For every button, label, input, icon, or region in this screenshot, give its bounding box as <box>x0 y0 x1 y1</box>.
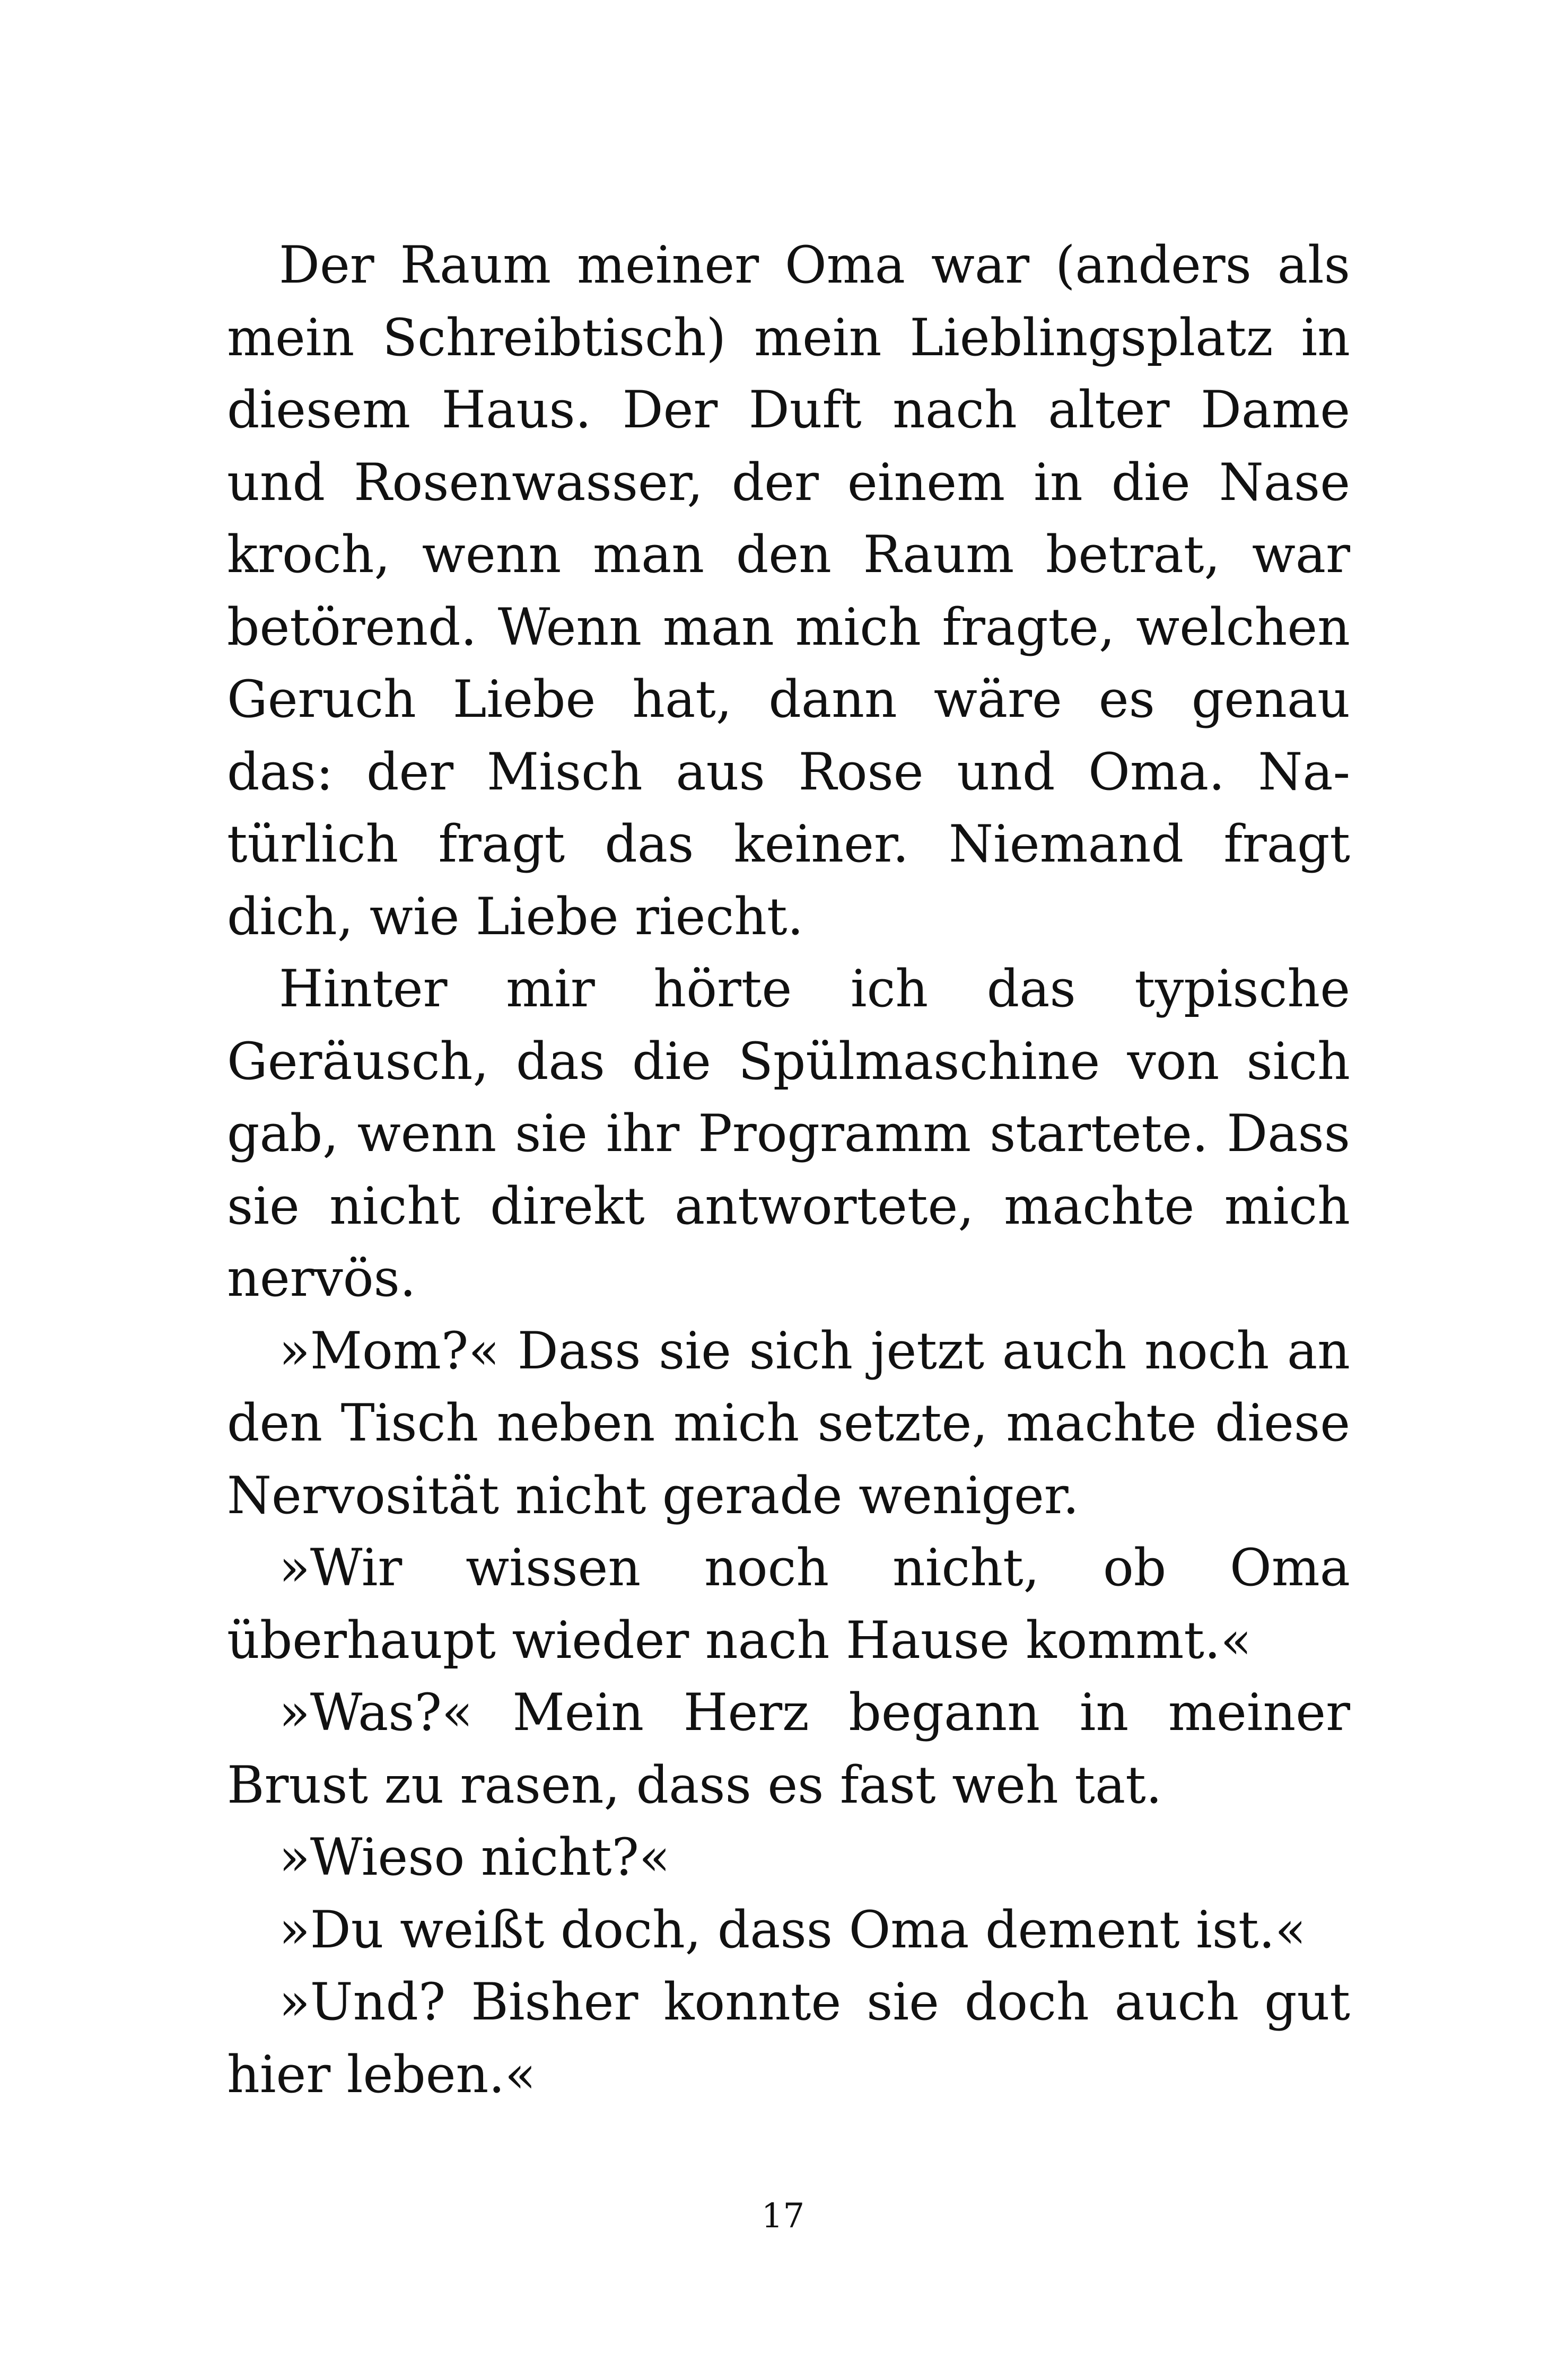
paragraph-dishwasher: Hinter mir hörte ich das typische Geräusch, das die Spülmaschine von sich gab, wenn sie ihr Programm startete. Dass sie nicht direkt antwortete, machte mich nervös. <box>227 959 1350 1308</box>
page-number: 17 <box>761 2197 805 2236</box>
paragraph-why-not: »Wieso nicht?« <box>279 1828 670 1887</box>
body-text <box>227 229 1350 2111</box>
paragraph-coming-home: »Wir wissen noch nicht, ob Oma überhaupt wieder nach Hause kommt.« <box>227 1538 1350 1670</box>
paragraph-so-what: »Und? Bisher konnte sie doch auch gut hier leben.« <box>227 1972 1350 2104</box>
paragraph-oma-room: Der Raum meiner Oma war (anders als mein Schreibtisch) mein Lieblingsplatz in diesem Haus. Der Duft nach alter Dame und Rosenwasser, der einem in die Nase kroch, wenn man den Raum betrat, war betörend. Wenn man mich fragte, welchen Geruch Liebe hat, dann wäre es genau das: der Misch aus Rose und Oma. Natürlich fragt das keiner. Niemand fragt dich, wie Liebe riecht. <box>227 235 1350 946</box>
paragraph-what: »Was?« Mein Herz begann in meiner Brust zu rasen, dass es fast weh tat. <box>227 1683 1350 1815</box>
paragraph-mom: »Mom?« Dass sie sich jetzt auch noch an den Tisch neben mich setzte, machte diese Nervosität nicht gerade weniger. <box>227 1321 1350 1525</box>
paragraph-dementia: »Du weißt doch, dass Oma dement ist.« <box>279 1900 1306 1960</box>
